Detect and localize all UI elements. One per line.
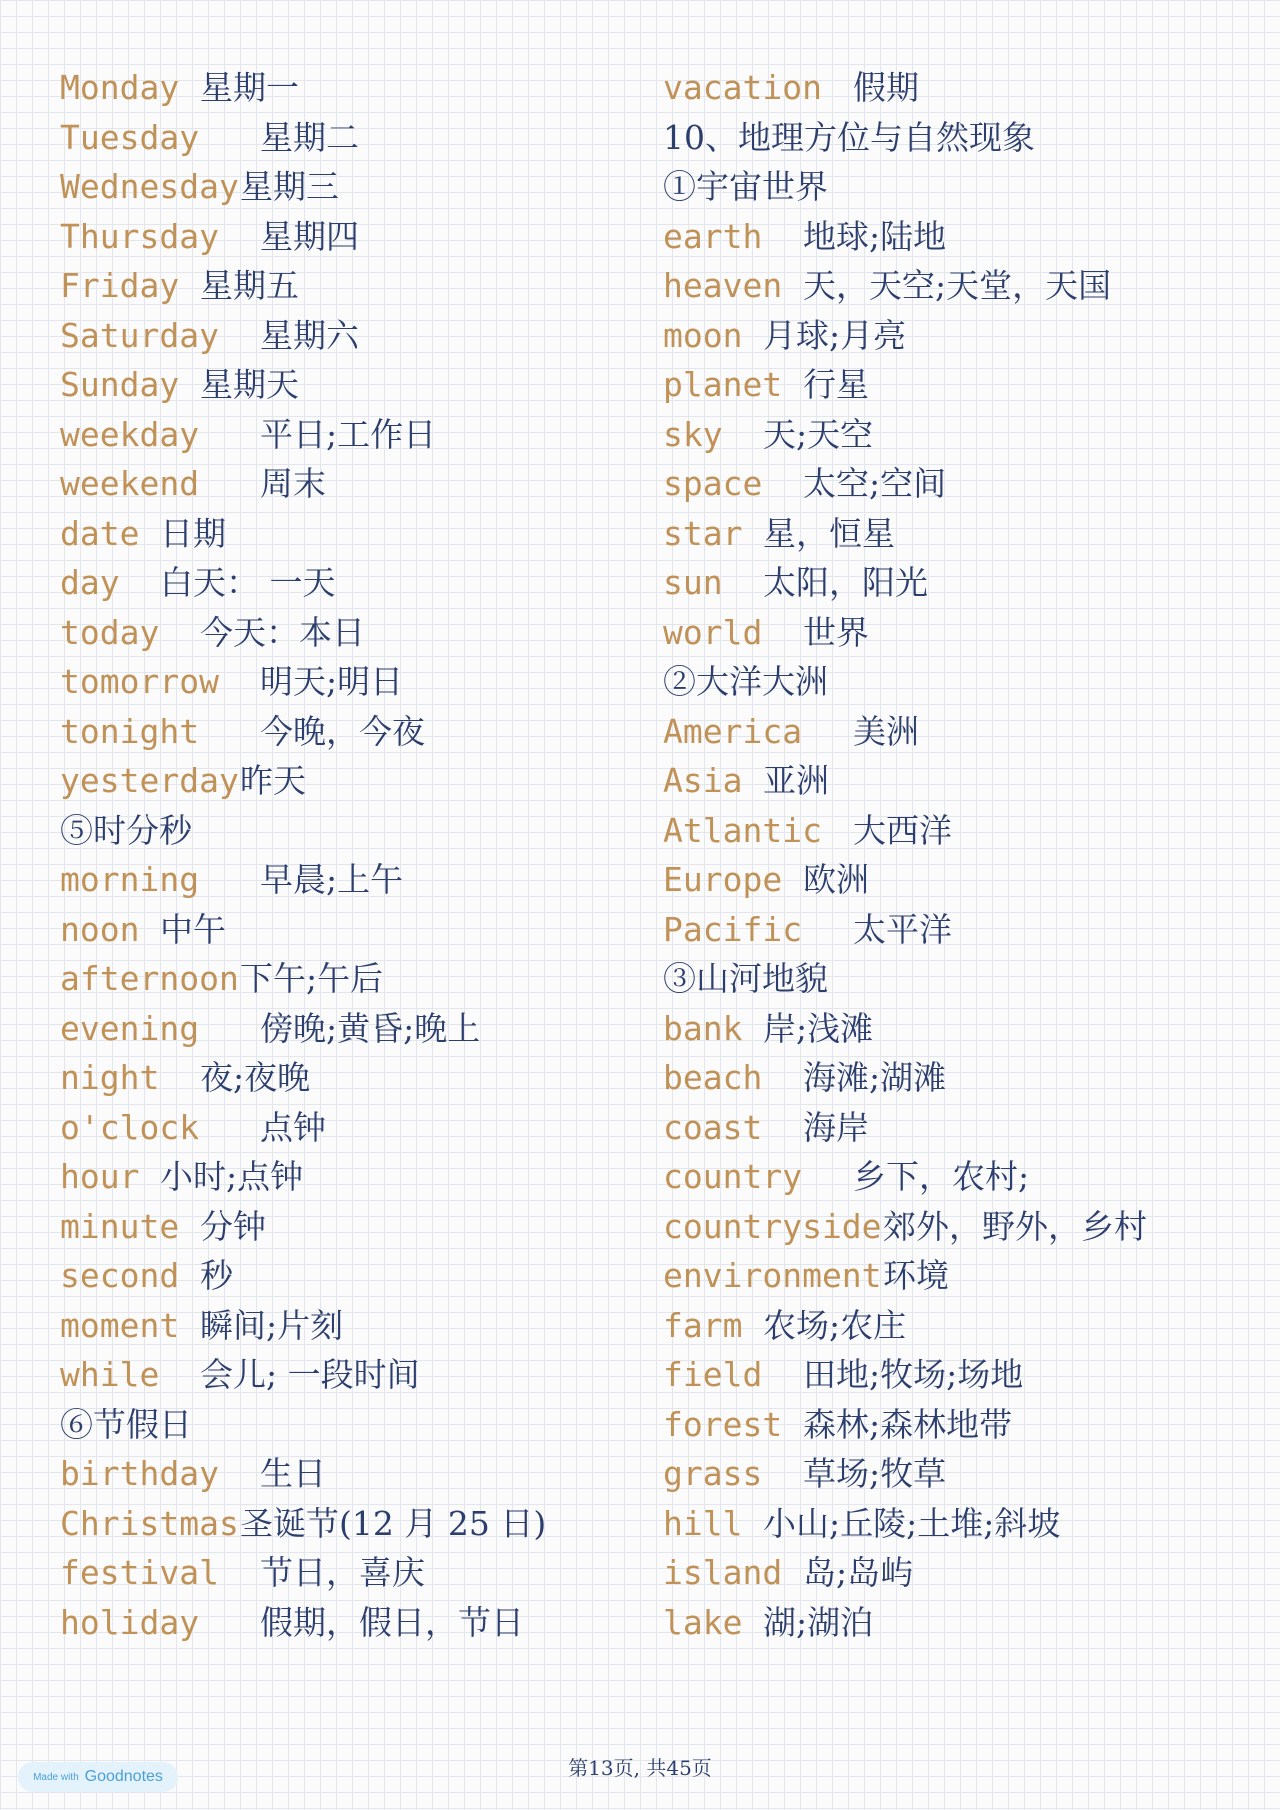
chinese-meaning: 环境 — [883, 1256, 949, 1295]
english-word: Christmas — [60, 1503, 239, 1543]
english-word: Wednesday — [60, 167, 239, 206]
chinese-meaning: 行星 — [803, 365, 869, 404]
chinese-meaning: 早晨;上午 — [260, 860, 404, 899]
english-word: day — [60, 563, 120, 602]
vocab-entry — [663, 410, 1147, 460]
chinese-meaning: 海岸 — [803, 1107, 869, 1147]
vocab-entry — [60, 1598, 546, 1648]
chinese-meaning: 今晚，今夜 — [260, 711, 425, 751]
vocab-entry — [60, 1053, 546, 1103]
vocab-entry — [60, 311, 546, 361]
chinese-meaning: 太空;空间 — [803, 464, 947, 503]
vocab-entry — [60, 212, 546, 262]
english-word: moon — [663, 315, 743, 355]
chinese-meaning: 昨天 — [240, 761, 306, 800]
chinese-meaning: 亚洲 — [763, 761, 829, 800]
english-word: sky — [663, 414, 723, 454]
vocab-entry — [663, 1400, 1147, 1450]
english-word: America — [663, 711, 803, 751]
section-heading: ②大洋大洲 — [663, 662, 828, 701]
english-word: weekday — [60, 414, 200, 454]
vocab-entry — [663, 1548, 1147, 1598]
vocab-entry — [60, 905, 546, 955]
chinese-meaning: 小时;点钟 — [160, 1157, 304, 1196]
page-number: 第13页, 共45页 — [568, 1756, 712, 1780]
vocab-entry — [60, 558, 546, 608]
chinese-meaning: 世界 — [803, 612, 869, 652]
english-word: morning — [60, 860, 200, 899]
english-word: Asia — [663, 761, 743, 800]
english-word: Pacific — [663, 909, 803, 949]
english-word: holiday — [60, 1602, 200, 1642]
chinese-meaning: 白天： 一天 — [160, 563, 336, 602]
vocab-entry — [60, 1004, 546, 1054]
vocab-entry — [663, 855, 1147, 905]
chinese-meaning: 假期，假日，节日 — [260, 1602, 524, 1642]
vocab-entry — [663, 212, 1147, 262]
chinese-meaning: 点钟 — [260, 1107, 326, 1147]
vocab-entry — [60, 1301, 546, 1351]
vocab-entry — [60, 608, 546, 658]
english-word: tonight — [60, 711, 200, 751]
chinese-meaning: 月球;月亮 — [763, 315, 907, 355]
chinese-meaning: 节日，喜庆 — [260, 1553, 425, 1592]
section-heading: ⑤时分秒 — [60, 810, 192, 850]
vocab-entry — [60, 113, 546, 163]
english-word: planet — [663, 365, 783, 404]
english-word: field — [663, 1355, 763, 1394]
vocab-entry — [663, 311, 1147, 361]
vocab-entry — [60, 855, 546, 905]
chinese-meaning: 湖;湖泊 — [763, 1602, 874, 1642]
vocab-entry — [60, 1202, 546, 1252]
english-word: second — [60, 1256, 180, 1295]
english-word: yesterday — [60, 761, 239, 800]
vocab-entry — [663, 1598, 1147, 1648]
english-word: birthday — [60, 1454, 219, 1493]
english-word: island — [663, 1553, 783, 1592]
chinese-meaning: 傍晚;黄昏;晚上 — [260, 1008, 481, 1048]
vocab-entry — [663, 1152, 1147, 1202]
english-word: earth — [663, 216, 763, 256]
chinese-meaning: 分钟 — [200, 1206, 266, 1246]
english-word: Sunday — [60, 365, 180, 404]
english-word: star — [663, 513, 743, 553]
vocab-entry — [60, 1548, 546, 1598]
english-word: Friday — [60, 266, 180, 305]
english-word: Europe — [663, 860, 783, 899]
vocab-entry — [663, 707, 1147, 757]
english-word: coast — [663, 1107, 763, 1147]
vocab-entry — [663, 1301, 1147, 1351]
chinese-meaning: 瞬间;片刻 — [200, 1305, 344, 1345]
chinese-meaning: 田地;牧场;场地 — [803, 1355, 1024, 1394]
vocab-entry — [60, 954, 546, 1004]
vocab-entry — [663, 756, 1147, 806]
english-word: sun — [663, 563, 723, 602]
english-word: heaven — [663, 266, 783, 305]
chinese-meaning: 郊外，野外，乡村 — [883, 1206, 1147, 1246]
english-word: beach — [663, 1058, 763, 1097]
english-word: festival — [60, 1553, 219, 1592]
vocab-entry — [663, 509, 1147, 559]
vocabulary-column-right — [663, 63, 1147, 1647]
vocab-entry — [60, 1499, 546, 1549]
vocab-entry — [663, 360, 1147, 410]
chinese-meaning: 岸;浅滩 — [763, 1008, 874, 1048]
chinese-meaning: 地球;陆地 — [803, 216, 947, 256]
vocab-entry — [60, 459, 546, 509]
english-word: night — [60, 1058, 160, 1097]
chinese-meaning: 星，恒星 — [763, 513, 895, 553]
vocab-entry — [60, 1251, 546, 1301]
vocab-entry — [663, 1449, 1147, 1499]
english-word: while — [60, 1355, 160, 1394]
chinese-meaning: 下午;午后 — [240, 959, 384, 998]
chinese-meaning: 生日 — [260, 1454, 326, 1493]
english-word: Thursday — [60, 216, 219, 256]
chinese-meaning: 星期四 — [260, 216, 359, 256]
vocab-entry — [663, 1251, 1147, 1301]
english-word: evening — [60, 1008, 200, 1048]
section-heading: 10、地理方位与自然现象 — [663, 117, 1035, 157]
english-word: today — [60, 612, 160, 652]
chinese-meaning: 星期天 — [200, 365, 299, 404]
watermark-brand-text: Goodnotes — [84, 1768, 163, 1785]
vocab-entry — [663, 1350, 1147, 1400]
vocabulary-column-left — [60, 63, 546, 1647]
vocab-entry — [60, 1350, 546, 1400]
vocab-entry — [663, 1202, 1147, 1252]
chinese-meaning: 会儿; 一段时间 — [200, 1355, 420, 1394]
chinese-meaning: 秒 — [200, 1256, 233, 1295]
chinese-meaning: 平日;工作日 — [260, 414, 437, 454]
chinese-meaning: 日期 — [160, 513, 226, 553]
vocab-entry — [663, 1103, 1147, 1153]
vocab-entry — [663, 1499, 1147, 1549]
english-word: bank — [663, 1008, 743, 1048]
english-word: Atlantic — [663, 810, 822, 850]
english-word: date — [60, 513, 140, 553]
chinese-meaning: 天，天空;天堂，天国 — [803, 266, 1112, 305]
english-word: moment — [60, 1305, 180, 1345]
vocab-entry — [663, 1004, 1147, 1054]
vocab-entry — [663, 459, 1147, 509]
english-word: afternoon — [60, 959, 239, 998]
english-word: Saturday — [60, 315, 219, 355]
vocab-entry — [60, 657, 546, 707]
vocab-entry — [60, 756, 546, 806]
chinese-meaning: 海滩;湖滩 — [803, 1058, 947, 1097]
english-word: grass — [663, 1454, 763, 1493]
chinese-meaning: 大西洋 — [853, 810, 952, 850]
vocab-entry — [60, 509, 546, 559]
vocab-entry — [663, 806, 1147, 856]
chinese-meaning: 森林;森林地带 — [803, 1404, 1013, 1444]
english-word: Monday — [60, 68, 180, 107]
chinese-meaning: 星期三 — [240, 167, 339, 206]
chinese-meaning: 圣诞节(12 月 25 日) — [240, 1503, 547, 1543]
english-word: world — [663, 612, 763, 652]
english-word: country — [663, 1157, 803, 1196]
goodnotes-watermark — [18, 1762, 178, 1792]
watermark-small-text: Made with — [33, 1771, 79, 1783]
vocab-entry — [60, 162, 546, 212]
vocab-entry — [663, 261, 1147, 311]
english-word: Tuesday — [60, 117, 200, 157]
english-word: weekend — [60, 464, 200, 503]
english-word: space — [663, 464, 763, 503]
chinese-meaning: 美洲 — [853, 711, 919, 751]
vocab-entry — [60, 261, 546, 311]
vocab-entry — [663, 608, 1147, 658]
chinese-meaning: 星期六 — [260, 315, 359, 355]
chinese-meaning: 星期五 — [200, 266, 299, 305]
section-heading: ⑥节假日 — [60, 1404, 192, 1444]
vocab-entry — [60, 1152, 546, 1202]
chinese-meaning: 明天;明日 — [260, 662, 404, 701]
english-word: hour — [60, 1157, 140, 1196]
chinese-meaning: 中午 — [160, 909, 226, 949]
chinese-meaning: 农场;农庄 — [763, 1305, 907, 1345]
english-word: vacation — [663, 68, 822, 107]
chinese-meaning: 欧洲 — [803, 860, 869, 899]
english-word: lake — [663, 1602, 743, 1642]
chinese-meaning: 周末 — [260, 464, 326, 503]
chinese-meaning: 乡下，农村; — [853, 1157, 1030, 1196]
section-heading: ①宇宙世界 — [663, 167, 828, 206]
vocab-entry — [663, 63, 1147, 113]
english-word: countryside — [663, 1206, 882, 1246]
vocab-entry — [663, 905, 1147, 955]
english-word: noon — [60, 909, 140, 949]
chinese-meaning: 草场;牧草 — [803, 1454, 947, 1493]
chinese-meaning: 太平洋 — [853, 909, 952, 949]
english-word: environment — [663, 1256, 882, 1295]
english-word: o'clock — [60, 1107, 200, 1147]
english-word: forest — [663, 1404, 783, 1444]
english-word: minute — [60, 1206, 180, 1246]
chinese-meaning: 太阳，阳光 — [763, 563, 928, 602]
chinese-meaning: 夜;夜晚 — [200, 1058, 311, 1097]
chinese-meaning: 今天：本日 — [200, 612, 365, 652]
chinese-meaning: 假期 — [853, 68, 919, 107]
section-heading: ③山河地貌 — [663, 959, 828, 998]
chinese-meaning: 天;天空 — [763, 414, 874, 454]
chinese-meaning: 岛;岛屿 — [803, 1553, 914, 1592]
vocab-entry — [60, 63, 546, 113]
vocab-entry — [60, 410, 546, 460]
english-word: farm — [663, 1305, 743, 1345]
vocab-entry — [60, 1449, 546, 1499]
vocab-entry — [60, 1103, 546, 1153]
vocab-entry — [663, 558, 1147, 608]
english-word: tomorrow — [60, 662, 219, 701]
vocab-entry — [663, 1053, 1147, 1103]
chinese-meaning: 星期二 — [260, 117, 359, 157]
chinese-meaning: 星期一 — [200, 68, 299, 107]
chinese-meaning: 小山;丘陵;土堆;斜坡 — [763, 1503, 1061, 1543]
vocab-entry — [60, 707, 546, 757]
english-word: hill — [663, 1503, 743, 1543]
vocab-entry — [60, 360, 546, 410]
